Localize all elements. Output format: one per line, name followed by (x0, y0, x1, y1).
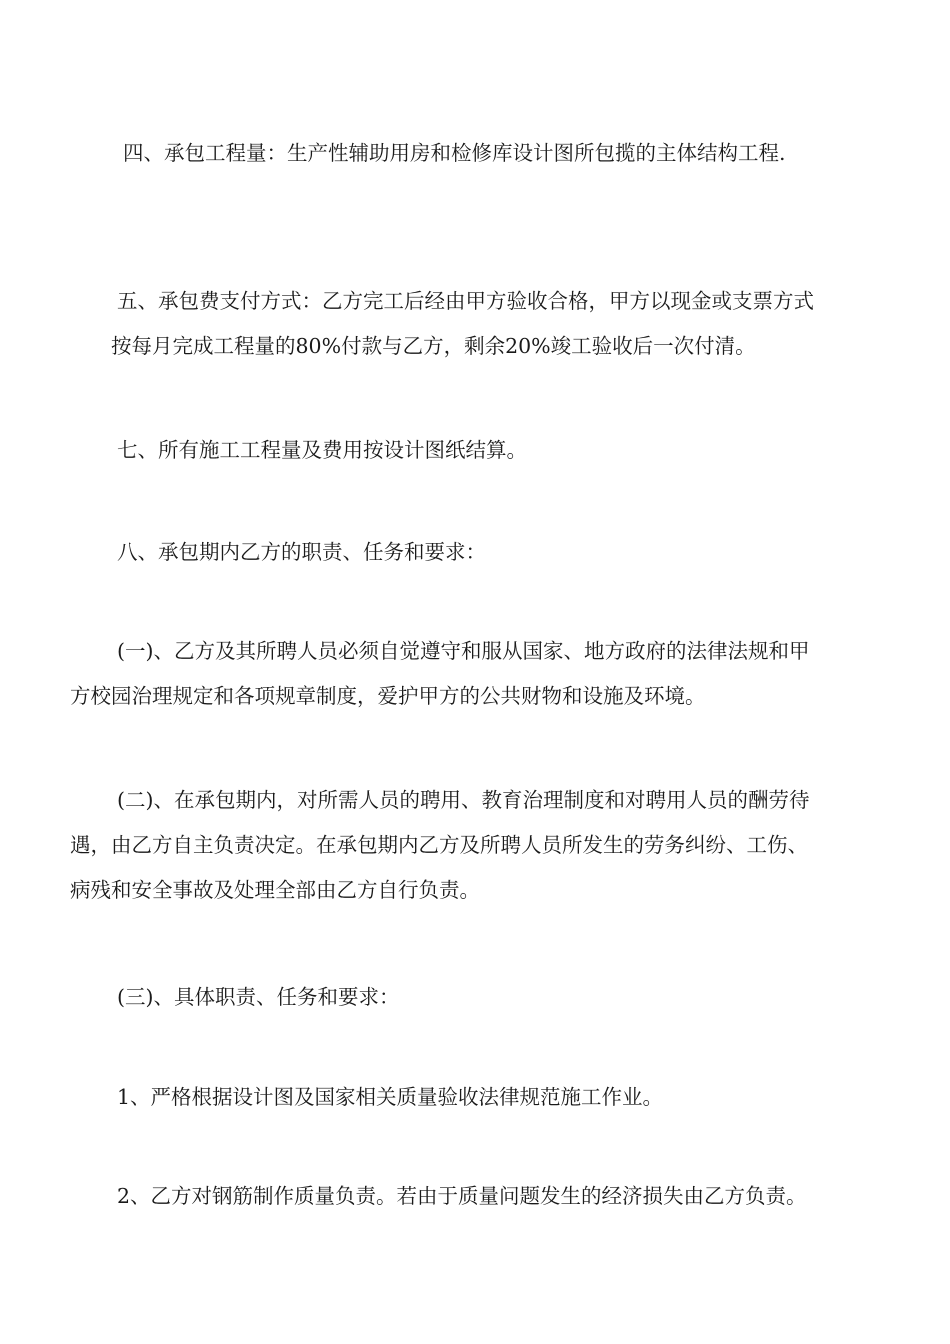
paragraph-clause-3-heading (117, 975, 882, 1020)
paragraph-payment-method (111, 279, 882, 369)
text-line: (一)、乙方及其所聘人员必须自觉遵守和服从国家、地方政府的法律法规和甲 (117, 639, 810, 663)
text-line: 遇，由乙方自主负责决定。在承包期内乙方及所聘人员所发生的劳务纠纷、工伤、 (70, 833, 808, 857)
text-line: 病残和安全事故及处理全部由乙方自行负责。 (70, 878, 480, 902)
paragraph-responsibilities-heading (117, 530, 882, 575)
paragraph-item-2 (117, 1174, 882, 1219)
paragraph-settlement (117, 428, 882, 473)
text-line: 按每月完成工程量的80%付款与乙方，剩余20%竣工验收后一次付清。 (111, 334, 756, 358)
text-line: 七、所有施工工程量及费用按设计图纸结算。 (117, 438, 527, 462)
text-line: (三)、具体职责、任务和要求： (117, 985, 400, 1009)
text-line: 四、承包工程量：生产性辅助用房和检修库设计图所包揽的主体结构工程. (123, 141, 786, 165)
paragraph-item-1 (117, 1075, 882, 1120)
text-line: 2、乙方对钢筋制作质量负责。若由于质量问题发生的经济损失由乙方负责。 (117, 1184, 807, 1208)
text-line: (二)、在承包期内，对所需人员的聘用、教育治理制度和对聘用人员的酬劳待 (117, 788, 810, 812)
text-line: 1、严格根据设计图及国家相关质量验收法律规范施工作业。 (117, 1085, 664, 1109)
text-line: 五、承包费支付方式：乙方完工后经由甲方验收合格，甲方以现金或支票方式 (117, 289, 814, 313)
text-line: 八、承包期内乙方的职责、任务和要求： (117, 540, 486, 564)
paragraph-clause-1 (70, 629, 882, 719)
text-line: 方校园治理规定和各项规章制度，爱护甲方的公共财物和设施及环境。 (70, 684, 706, 708)
paragraph-clause-2 (70, 778, 882, 913)
paragraph-contract-scope (123, 131, 888, 176)
